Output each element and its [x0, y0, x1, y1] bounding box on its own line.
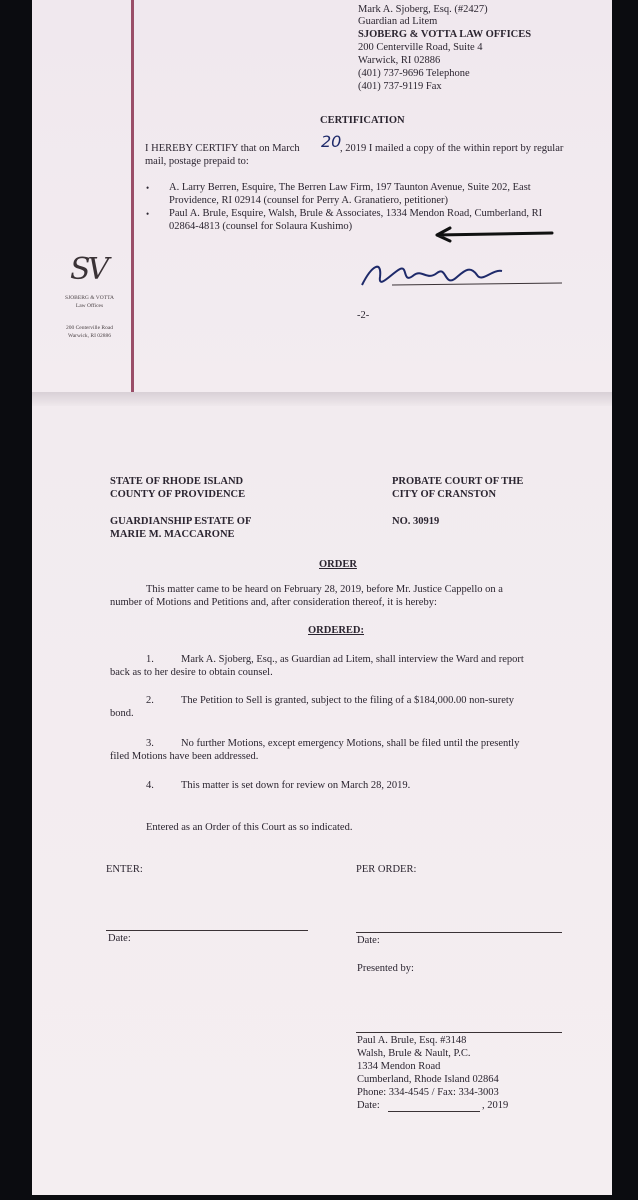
- item-line: The Petition to Sell is granted, subject to the filing of a $184,000.00 non-surety: [181, 695, 515, 706]
- ordered-title: ORDERED:: [308, 625, 365, 636]
- page-fold: [32, 392, 612, 406]
- handdrawn-arrow-icon: [422, 225, 562, 245]
- page-number: -2-: [357, 310, 370, 321]
- caption-line: PROBATE COURT OF THE: [392, 476, 524, 487]
- entered-statement: Entered as an Order of this Court as so indicated.: [146, 822, 353, 833]
- order-page: [32, 406, 612, 1195]
- presented-by: Presented by:: [357, 963, 414, 974]
- recipient-line: A. Larry Berren, Esquire, The Berren Law Firm, 197 Taunton Avenue, Suite 202, East: [169, 182, 531, 193]
- attorney-line: Walsh, Brule & Nault, P.C.: [357, 1048, 471, 1059]
- header-line: Guardian ad Litem: [358, 16, 438, 27]
- logo-line: 200 Centerville Road: [65, 325, 114, 331]
- item-line: back as to her desire to obtain counsel.: [110, 667, 273, 678]
- recipient-line: Providence, RI 02914 (counsel for Perry A. Granatiero, petitioner): [169, 195, 449, 206]
- recipient-line: Paul A. Brule, Esquire, Walsh, Brule & Associates, 1334 Mendon Road, Cumberland, RI: [169, 208, 543, 219]
- item-number: 2.: [146, 695, 154, 706]
- clerk-signature-line: [356, 932, 562, 933]
- caption-line: CITY OF CRANSTON: [392, 489, 497, 500]
- certification-title: CERTIFICATION: [320, 115, 405, 126]
- item-line: filed Motions have been addressed.: [110, 751, 259, 762]
- logo-line: Warwick, RI 02886: [67, 333, 112, 339]
- attorney-signature-line: [356, 1032, 562, 1033]
- order-title: ORDER: [319, 559, 357, 570]
- header-line: Mark A. Sjoberg, Esq. (#2427): [358, 4, 488, 15]
- cert-text: I HEREBY CERTIFY that on March: [145, 143, 300, 154]
- header-line: Warwick, RI 02886: [358, 55, 441, 66]
- final-date-year: , 2019: [482, 1100, 509, 1111]
- item-number: 3.: [146, 738, 154, 749]
- date-label: Date:: [108, 933, 131, 944]
- caption-line: COUNTY OF PROVIDENCE: [110, 489, 246, 500]
- item-line: bond.: [110, 708, 134, 719]
- item-line: This matter is set down for review on March 28, 2019.: [181, 780, 411, 791]
- recipient-line: 02864-4813 (counsel for Solaura Kushimo): [169, 221, 353, 232]
- enter-label: ENTER:: [106, 864, 143, 875]
- attorney-line: 1334 Mendon Road: [357, 1061, 441, 1072]
- header-line: (401) 737-9119 Fax: [358, 81, 442, 92]
- header-line: (401) 737-9696 Telephone: [358, 68, 470, 79]
- item-line: Mark A. Sjoberg, Esq., as Guardian ad Litem, shall interview the Ward and report: [181, 654, 524, 665]
- final-date-blank: [388, 1111, 480, 1112]
- intro-line: This matter came to be heard on February 28, 2019, before Mr. Justice Cappello on a: [146, 584, 503, 595]
- header-line: 200 Centerville Road, Suite 4: [358, 42, 483, 53]
- final-date-label: Date:: [357, 1100, 380, 1111]
- item-line: No further Motions, except emergency Motions, shall be filed until the presently: [181, 738, 520, 749]
- caption-line: NO. 30919: [392, 516, 440, 527]
- logo-line: Law Offices: [75, 303, 104, 309]
- caption-line: STATE OF RHODE ISLAND: [110, 476, 244, 487]
- bullet: •: [146, 183, 150, 193]
- logo-line: SJOBERG & VOTTA: [65, 295, 114, 301]
- handwritten-date: 20: [321, 132, 342, 151]
- document-photo: [32, 0, 612, 1195]
- attorney-line: Phone: 334-4545 / Fax: 334-3003: [357, 1087, 499, 1098]
- attorney-line: Cumberland, Rhode Island 02864: [357, 1074, 499, 1085]
- item-number: 4.: [146, 780, 154, 791]
- item-number: 1.: [146, 654, 154, 665]
- judge-signature-line: [106, 930, 308, 931]
- date-label: Date:: [357, 935, 380, 946]
- intro-line: number of Motions and Petitions and, after consideration thereof, it is hereby:: [110, 597, 437, 608]
- certification-page: [32, 0, 612, 400]
- header-line: SJOBERG & VOTTA LAW OFFICES: [358, 29, 532, 40]
- per-order-label: PER ORDER:: [356, 864, 417, 875]
- bullet: •: [146, 209, 150, 219]
- caption-line: GUARDIANSHIP ESTATE OF: [110, 516, 252, 527]
- logo-mark: SV: [70, 252, 107, 287]
- attorney-line: Paul A. Brule, Esq. #3148: [357, 1035, 467, 1046]
- cert-text: , 2019 I mailed a copy of the within report by regular: [340, 143, 564, 154]
- margin-rule: [131, 0, 134, 398]
- cert-text: mail, postage prepaid to:: [145, 156, 249, 167]
- caption-line: MARIE M. MACCARONE: [110, 529, 235, 540]
- signature: [352, 255, 567, 295]
